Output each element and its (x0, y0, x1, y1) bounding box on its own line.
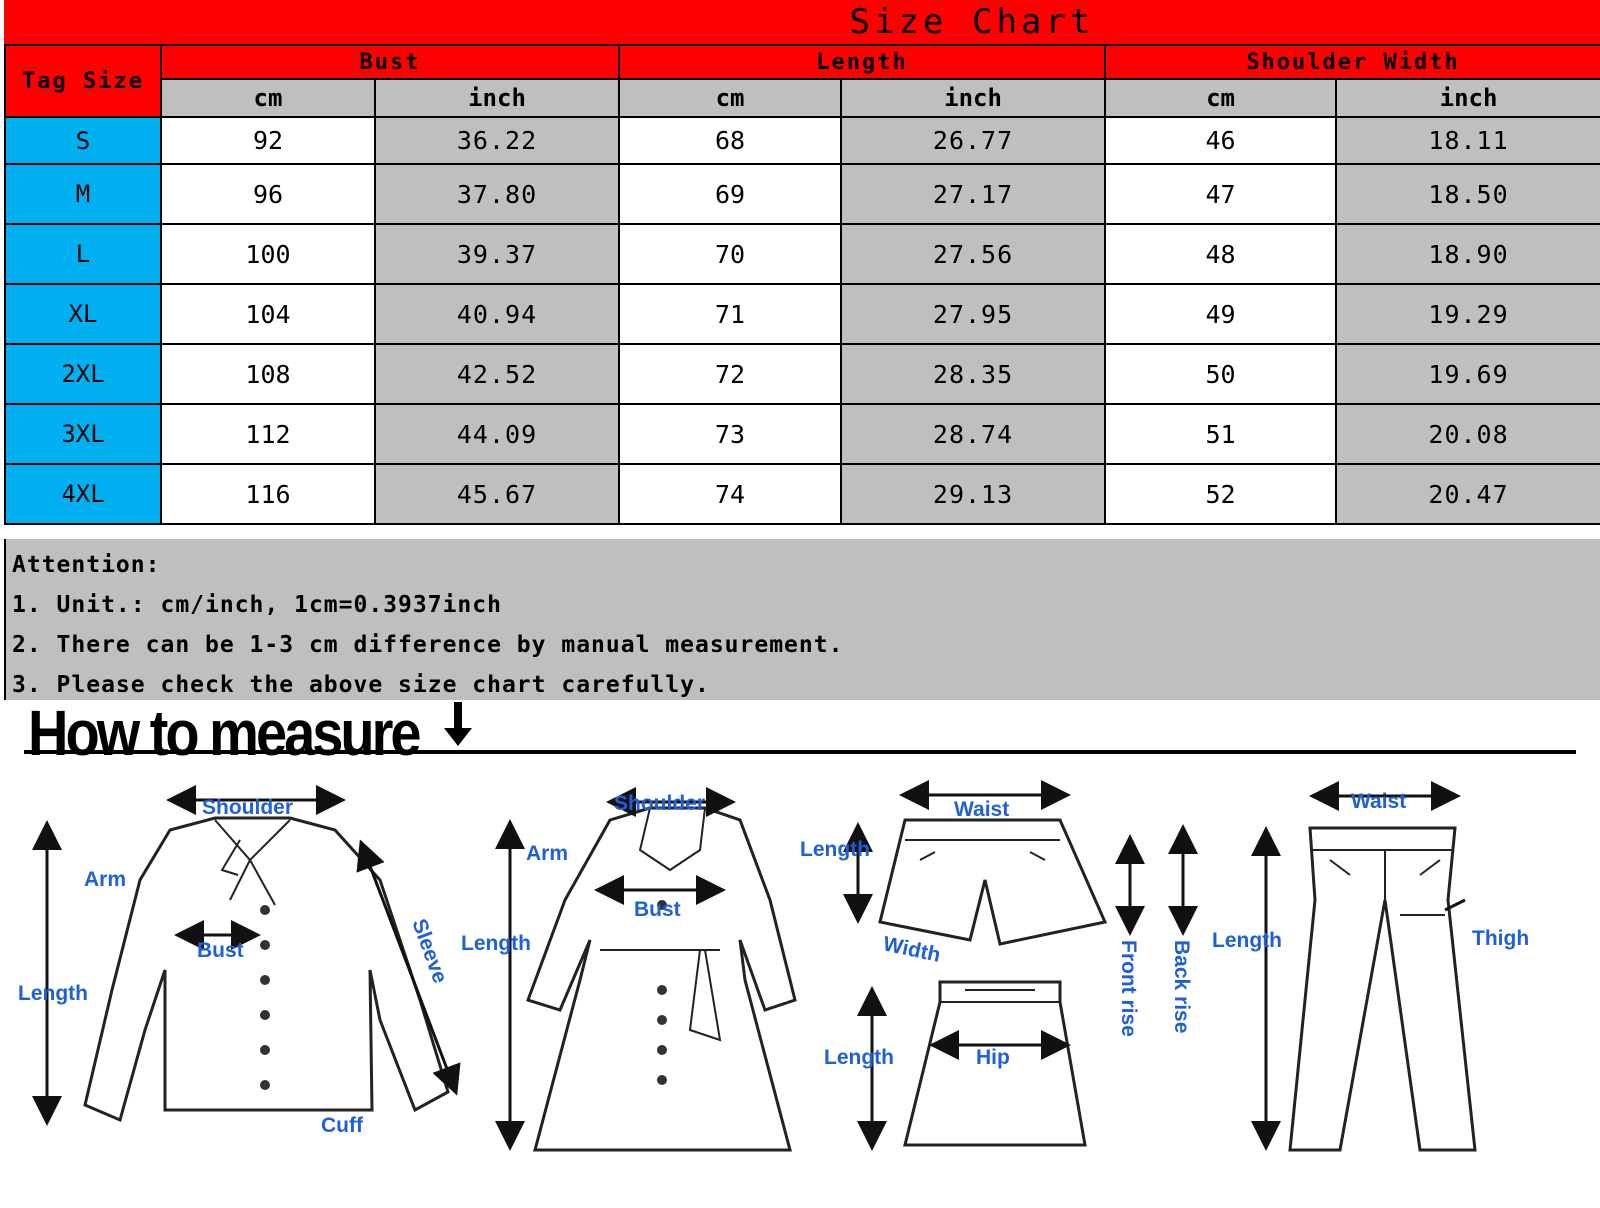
tag-size-header: Tag Size (5, 45, 161, 117)
shirt-sleeve-label: Sleeve (407, 915, 452, 987)
unit-header: cm (161, 79, 375, 117)
pants-waist-label: Waist (1351, 790, 1407, 813)
how-to-measure-title: How to measure (28, 696, 419, 769)
bust-header: Bust (161, 45, 619, 79)
table-row (5, 117, 1600, 164)
bust-cm-cell: 92 (161, 117, 375, 164)
tag-size-cell: S (5, 117, 161, 164)
bust-cm-cell: 100 (161, 224, 375, 284)
attention-line: 2. There can be 1-3 cm difference by manual measurement. (12, 632, 844, 658)
attention-notes (4, 539, 1600, 700)
shoulder-inch-cell: 18.50 (1336, 164, 1600, 224)
pants-thigh-label: Thigh (1472, 927, 1530, 950)
length-header: Length (619, 45, 1105, 79)
bust-inch-cell: 45.67 (375, 464, 619, 524)
shirt-outline (85, 818, 448, 1120)
coat-arm-label: Arm (526, 842, 569, 865)
shoulder-inch-cell: 19.69 (1336, 344, 1600, 404)
unit-header: inch (841, 79, 1105, 117)
bust-cm-cell: 112 (161, 404, 375, 464)
shoulder-cm-cell: 52 (1105, 464, 1336, 524)
bust-inch-cell: 40.94 (375, 284, 619, 344)
shoulder-width-header: Shoulder Width (1105, 45, 1600, 79)
shoulder-cm-cell: 49 (1105, 284, 1336, 344)
measure-diagrams (0, 700, 1600, 1208)
shoulder-inch-cell: 18.90 (1336, 224, 1600, 284)
tag-size-cell: M (5, 164, 161, 224)
length-cm-cell: 69 (619, 164, 841, 224)
attention-line: 1. Unit.: cm/inch, 1cm=0.3937inch (12, 592, 502, 618)
unit-header: inch (1336, 79, 1600, 117)
shirt-length-label: Length (18, 982, 88, 1005)
table-row (5, 404, 1600, 464)
skirt-hip-label: Hip (976, 1046, 1010, 1069)
shorts-back-rise-label: Back rise (1170, 940, 1193, 1034)
bust-cm-cell: 96 (161, 164, 375, 224)
length-cm-cell: 73 (619, 404, 841, 464)
pants-outline (1290, 828, 1475, 1150)
table-row (5, 464, 1600, 524)
bust-cm-cell: 116 (161, 464, 375, 524)
length-inch-cell: 28.74 (841, 404, 1105, 464)
length-inch-cell: 27.56 (841, 224, 1105, 284)
unit-header: cm (619, 79, 841, 117)
shorts-front-rise-label: Front rise (1117, 940, 1140, 1037)
length-inch-cell: 27.95 (841, 284, 1105, 344)
bust-inch-cell: 42.52 (375, 344, 619, 404)
shoulder-inch-cell: 19.29 (1336, 284, 1600, 344)
tag-size-cell: XL (5, 284, 161, 344)
table-body (5, 117, 1600, 524)
shirt-bust-label: Bust (197, 939, 244, 962)
bust-inch-cell: 44.09 (375, 404, 619, 464)
bust-inch-cell: 39.37 (375, 224, 619, 284)
shirt-arm-label: Arm (84, 868, 127, 891)
length-inch-cell: 29.13 (841, 464, 1105, 524)
shorts-length-label: Length (800, 838, 870, 861)
attention-line: 3. Please check the above size chart carefully. (12, 672, 710, 698)
skirt-length-label: Length (824, 1046, 894, 1069)
table-row (5, 344, 1600, 404)
pants-length-label: Length (1212, 929, 1282, 952)
length-cm-cell: 68 (619, 117, 841, 164)
shorts-width-label: Width (880, 932, 943, 967)
shoulder-inch-cell: 20.47 (1336, 464, 1600, 524)
shorts-waist-label: Waist (954, 798, 1010, 821)
chart-title: Size Chart (4, 0, 1600, 44)
length-cm-cell: 74 (619, 464, 841, 524)
coat-bust-label: Bust (634, 898, 681, 921)
tag-size-cell: 2XL (5, 344, 161, 404)
length-cm-cell: 70 (619, 224, 841, 284)
tag-size-cell: 4XL (5, 464, 161, 524)
size-table (4, 44, 1600, 525)
bust-cm-cell: 104 (161, 284, 375, 344)
shoulder-cm-cell: 50 (1105, 344, 1336, 404)
skirt-diagram (824, 982, 1085, 1145)
table-row (5, 164, 1600, 224)
bust-cm-cell: 108 (161, 344, 375, 404)
length-cm-cell: 72 (619, 344, 841, 404)
shoulder-cm-cell: 51 (1105, 404, 1336, 464)
coat-length-label: Length (461, 932, 531, 955)
shirt-cuff-label: Cuff (321, 1114, 363, 1137)
shoulder-cm-cell: 47 (1105, 164, 1336, 224)
down-arrow-icon (444, 702, 472, 746)
unit-header: cm (1105, 79, 1336, 117)
length-inch-cell: 27.17 (841, 164, 1105, 224)
shoulder-inch-cell: 20.08 (1336, 404, 1600, 464)
bust-inch-cell: 36.22 (375, 117, 619, 164)
bust-inch-cell: 37.80 (375, 164, 619, 224)
table-row (5, 224, 1600, 284)
coat-shoulder-label: Shoulder (614, 792, 706, 815)
shoulder-inch-cell: 18.11 (1336, 117, 1600, 164)
coat-diagram (461, 792, 795, 1150)
shirt-diagram (18, 796, 455, 1137)
shirt-shoulder-label: Shoulder (202, 796, 294, 819)
tag-size-cell: L (5, 224, 161, 284)
length-inch-cell: 26.77 (841, 117, 1105, 164)
pants-diagram (1212, 790, 1529, 1150)
unit-header: inch (375, 79, 619, 117)
table-row (5, 284, 1600, 344)
tag-size-cell: 3XL (5, 404, 161, 464)
shoulder-cm-cell: 46 (1105, 117, 1336, 164)
length-cm-cell: 71 (619, 284, 841, 344)
how-to-measure-section (0, 696, 1600, 1208)
attention-heading: Attention: (12, 552, 161, 578)
shorts-outline (880, 820, 1105, 944)
length-inch-cell: 28.35 (841, 344, 1105, 404)
shoulder-cm-cell: 48 (1105, 224, 1336, 284)
coat-outline (528, 808, 795, 1150)
